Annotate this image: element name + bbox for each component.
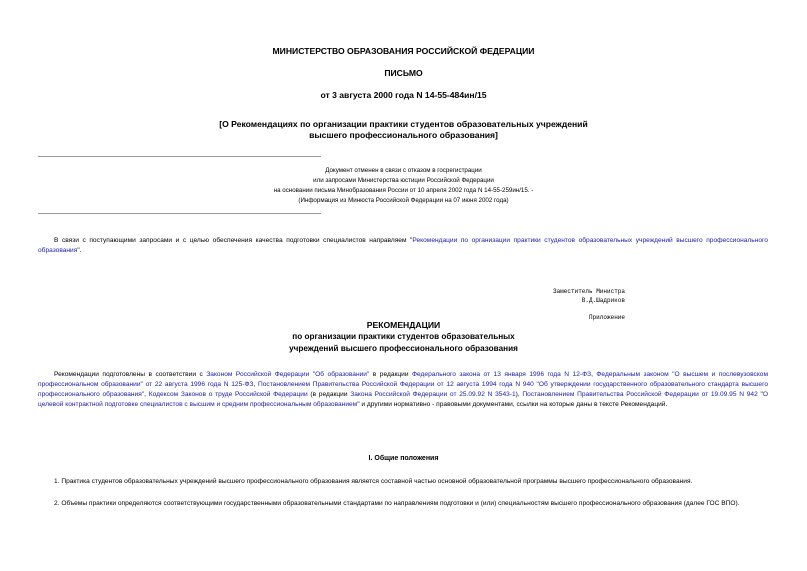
recommendations-intro bbox=[38, 370, 768, 410]
intro-text: , bbox=[253, 381, 259, 388]
law-link-12fz[interactable]: Федерального закона от 13 января 1996 года N 12-ФЗ bbox=[412, 371, 592, 378]
intro-text: , bbox=[144, 391, 149, 398]
recommendations-link[interactable]: Рекомендации по организации практики студентов образовательных учреждений высшего профессионального образования bbox=[38, 237, 768, 254]
divider-top bbox=[38, 156, 321, 157]
cancel-note-line-2: или запросами Министерства юстиции Российской Федерации bbox=[313, 177, 494, 184]
law-link-125fz[interactable]: Федеральным законом "О высшем и послевузовском профессиональном образовании" от 22 августа 1996 года N 125-ФЗ bbox=[38, 371, 768, 388]
intro-text: в редакции bbox=[369, 371, 413, 378]
section-1-heading: I. Общие положения bbox=[368, 455, 439, 462]
ministry-title: МИНИСТЕРСТВО ОБРАЗОВАНИЯ РОССИЙСКОЙ ФЕДЕРАЦИИ bbox=[272, 46, 535, 56]
document-date-number: от 3 августа 2000 года N 14-55-484ин/15 bbox=[320, 90, 487, 100]
cancel-note-line-1: Документ отменен в связи с отказом в госрегистрации bbox=[325, 167, 482, 174]
section-1-item-1: 1. Практика студентов образовательных учреждений высшего профессионального образования является составной частью основной образовательной программы высшего профессионального образования. bbox=[54, 478, 693, 485]
intro-text: (в редакции bbox=[307, 391, 351, 398]
intro-text: ), bbox=[515, 391, 523, 398]
cancel-note-line-4: (Информация из Минюста Российской Федерации на 07 июня 2002 года) bbox=[298, 197, 509, 204]
recommendations-subtitle-1: по организации практики студентов образовательных bbox=[292, 332, 515, 341]
law-link-labor-code[interactable]: Кодексом Законов о труде Российской Федерации bbox=[148, 391, 308, 398]
law-link-targeted-training[interactable]: О целевой контрактной подготовке специалистов с высшим и средним профессиональным образованием bbox=[38, 391, 768, 408]
law-link-942[interactable]: Постановлением Правительства Российской Федерации от 19.09.95 N 942 bbox=[522, 391, 758, 398]
recommendations-title: РЕКОМЕНДАЦИИ bbox=[366, 320, 441, 330]
intro-text: " bbox=[757, 391, 763, 398]
letter-body bbox=[38, 236, 768, 256]
intro-text: " и другими нормативно - правовыми документами, ссылки на которые даны в тексте Рекомендаций. bbox=[357, 401, 668, 408]
law-link-940[interactable]: Постановлением Правительства Российской Федерации от 12 августа 1994 года N 940 "Об утверждении государственного образовательного стандарта высшего профессионального образования" bbox=[38, 381, 768, 398]
document-subject-line-2: высшего профессионального образования] bbox=[309, 130, 498, 140]
law-link-education[interactable]: Законом Российской Федерации "Об образовании" bbox=[206, 371, 370, 378]
law-link-3543[interactable]: Закона Российской Федерации от 25.09.92 N 3543-1 bbox=[350, 391, 516, 398]
cancel-note-line-3: на основании письма Минобразования России от 10 апреля 2002 года N 14-55-259ин/15. - bbox=[273, 187, 534, 194]
letter-text-before: В связи с поступающими запросами и с целью обеспечения качества подготовки специалистов направляем " bbox=[54, 237, 413, 244]
intro-text: , bbox=[591, 371, 597, 378]
appendix-label: Приложение bbox=[588, 314, 625, 321]
letter-text-after: ". bbox=[77, 247, 82, 254]
signature-position: Заместитель Министра bbox=[552, 288, 625, 295]
section-1-item-2: 2. Объемы практики определяются соответствующими государственными образовательными стандартами по направлениям подготовки и (или) специальностям высшего профессионального образования (далее ГОС ВПО). bbox=[54, 500, 740, 507]
signature-name: В.Д.Шадриков bbox=[581, 297, 625, 304]
recommendations-subtitle-2: учреждений высшего профессионального образования bbox=[289, 344, 518, 353]
divider-bottom bbox=[38, 213, 321, 214]
intro-text: Рекомендации подготовлены в соответствии с bbox=[54, 371, 207, 378]
document-subject-line-1: [О Рекомендациях по организации практики студентов образовательных учреждений bbox=[219, 119, 588, 129]
document-type: ПИСЬМО bbox=[384, 68, 423, 78]
